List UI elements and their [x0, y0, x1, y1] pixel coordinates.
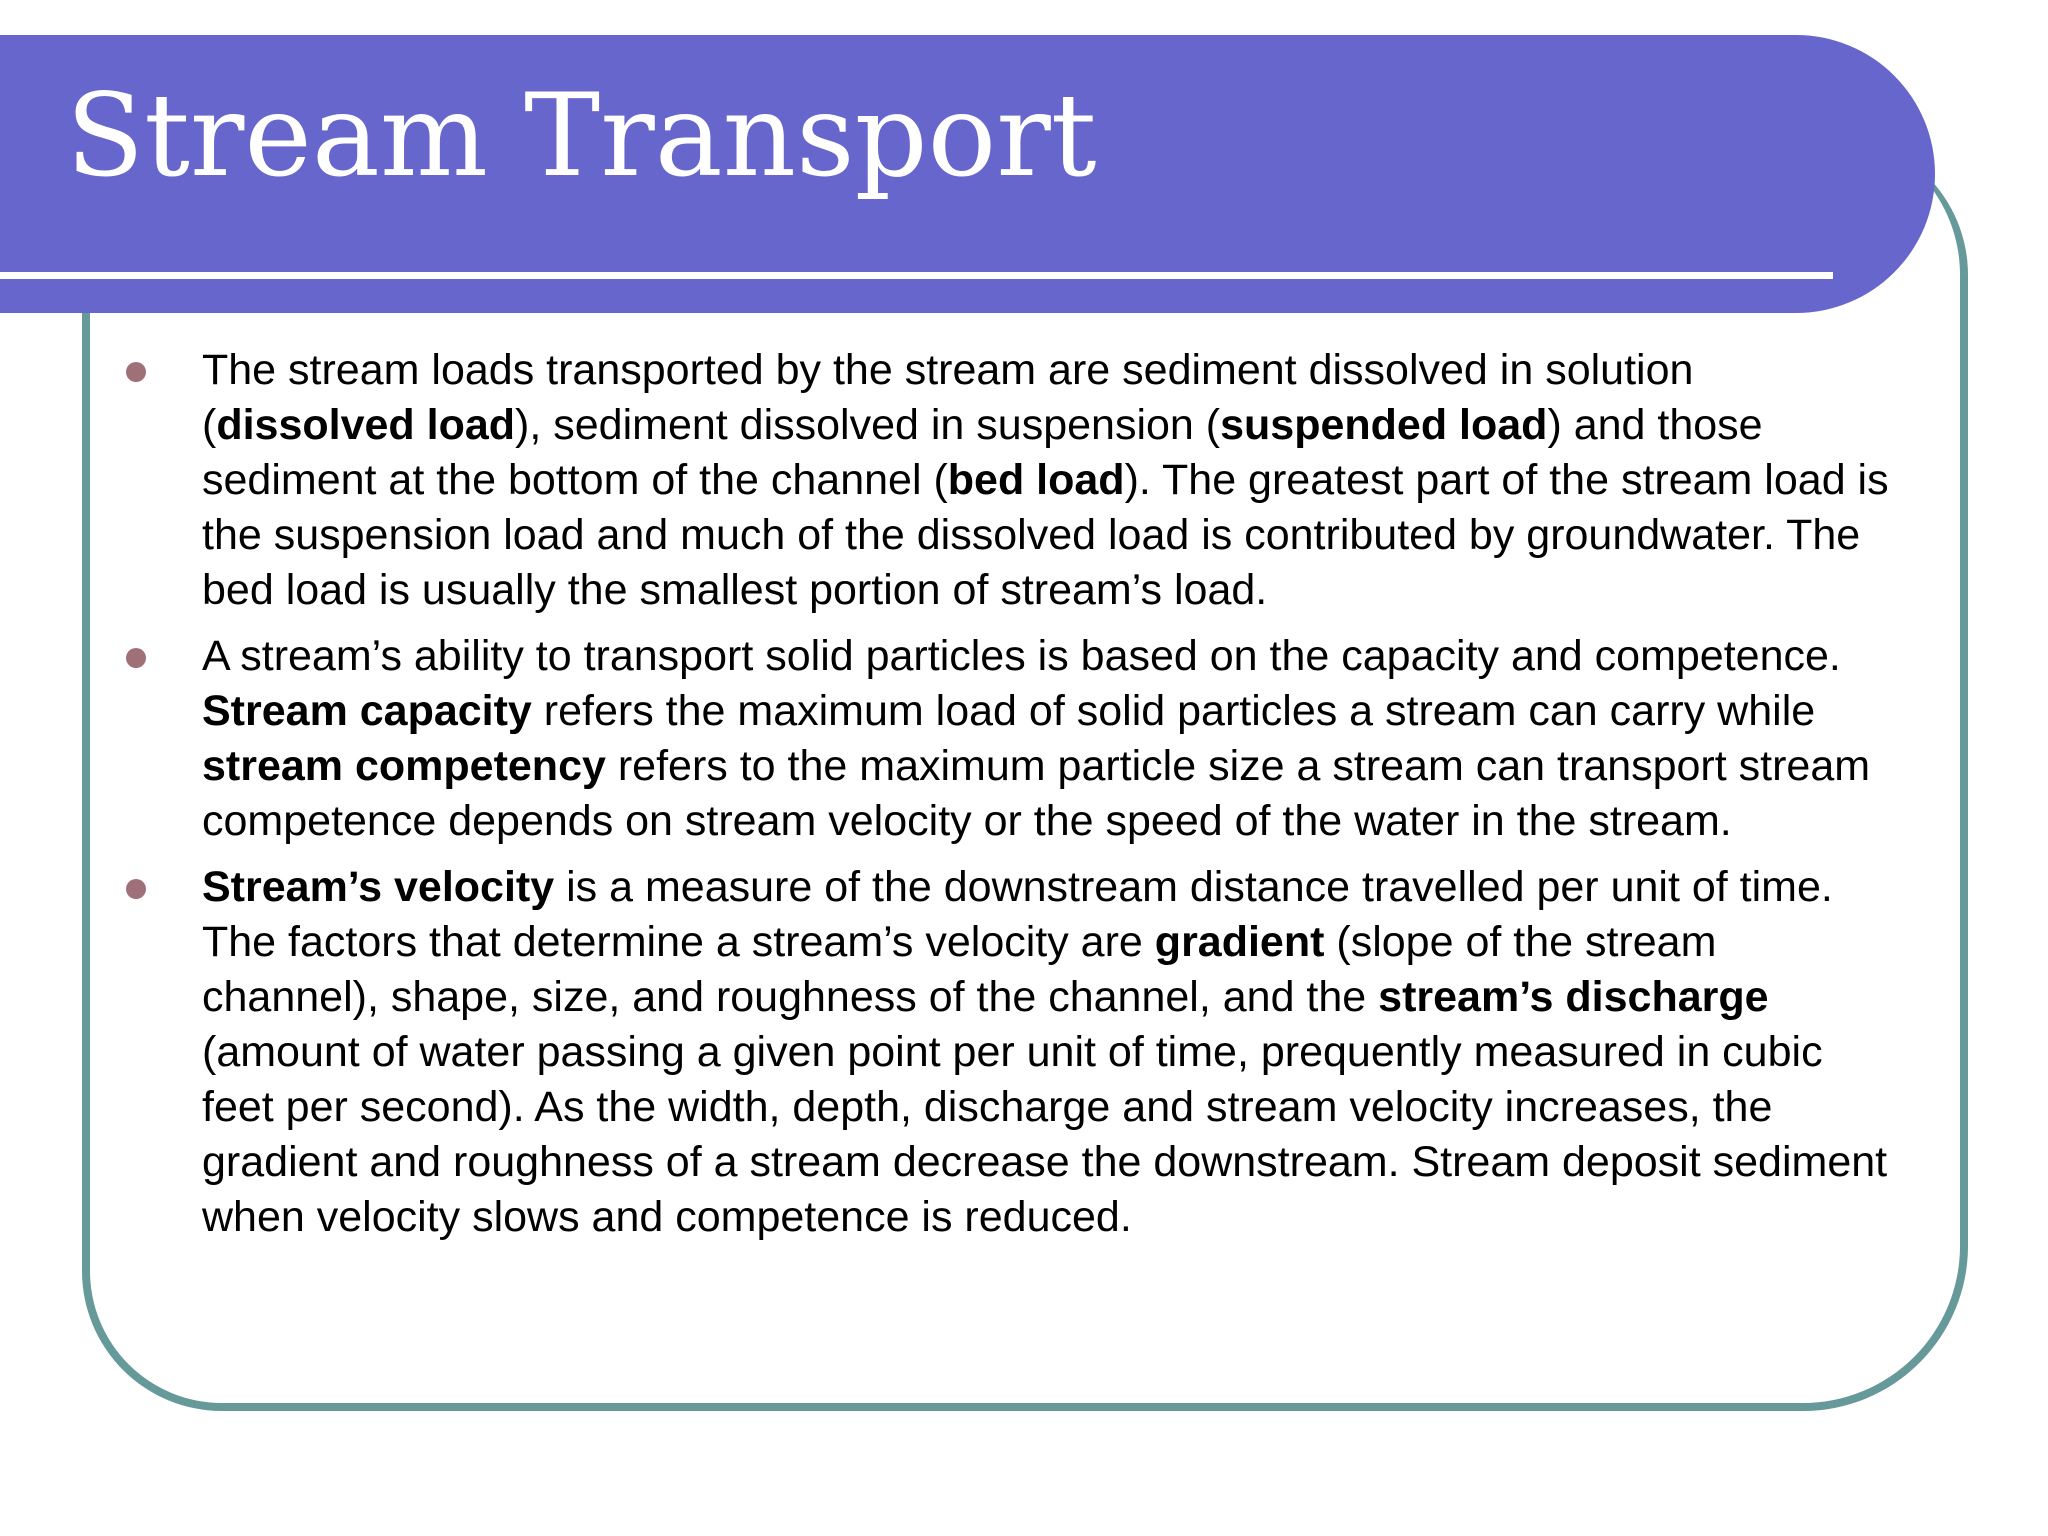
bullet-dot-icon — [126, 648, 146, 668]
term-streams-discharge: stream’s discharge — [1378, 973, 1769, 1021]
bullet-text — [202, 860, 1902, 1245]
text-segment: is a measure of the downstream distance travelled per unit of time. The factors that determine a stream’s velocity are — [202, 863, 1833, 966]
text-segment: refers to the maximum particle size a stream can transport stream competence depends on stream velocity or the speed of the water in the stream. — [202, 742, 1871, 845]
bullet-dot-icon — [126, 879, 146, 899]
text-segment: ) and those sediment at the bottom of the channel ( — [202, 401, 1763, 504]
term-gradient: gradient — [1154, 918, 1325, 966]
term-bed-load: bed load — [947, 456, 1125, 504]
text-segment: ). The greatest part of the stream load is the suspension load and much of the dissolved load is contributed by groundwater. The bed load is usually the smallest portion of stream’s load. — [202, 456, 1889, 614]
text-segment: ), sediment dissolved in suspension ( — [515, 401, 1221, 449]
bullet-item-capacity-competence — [0, 629, 1902, 849]
bullet-text — [202, 629, 1902, 849]
title-underline — [0, 272, 1833, 279]
term-stream-capacity: Stream capacity — [202, 687, 532, 735]
slide-title: Stream Transport — [66, 69, 1097, 202]
text-segment: The stream loads transported by the stream are sediment dissolved in solution ( — [202, 346, 1694, 449]
term-suspended-load: suspended load — [1220, 401, 1548, 449]
bullet-item-transport-loads — [0, 343, 1902, 618]
bullet-dot-icon — [126, 362, 146, 382]
text-segment: (slope of the stream channel), shape, size, and roughness of the channel, and the — [202, 918, 1717, 1021]
term-dissolved-load: dissolved load — [216, 401, 516, 449]
text-segment: refers the maximum load of solid particles a stream can carry while — [531, 687, 1816, 735]
bullet-list — [0, 343, 1902, 1256]
term-stream-competency: stream competency — [202, 742, 606, 790]
bullet-text — [202, 343, 1902, 618]
term-streams-velocity: Stream’s velocity — [202, 863, 555, 911]
text-segment: (amount of water passing a given point per unit of time, prequently measured in cubic feet per second). As the width, depth, discharge and stream velocity increases, the gradient and roughness of a stream decrease the downstream. Stream deposit sediment when velocity slows and competence is reduced. — [202, 1028, 1888, 1241]
bullet-item-velocity — [0, 860, 1902, 1245]
text-segment: A stream’s ability to transport solid particles is based on the capacity and competence. — [202, 632, 1841, 680]
